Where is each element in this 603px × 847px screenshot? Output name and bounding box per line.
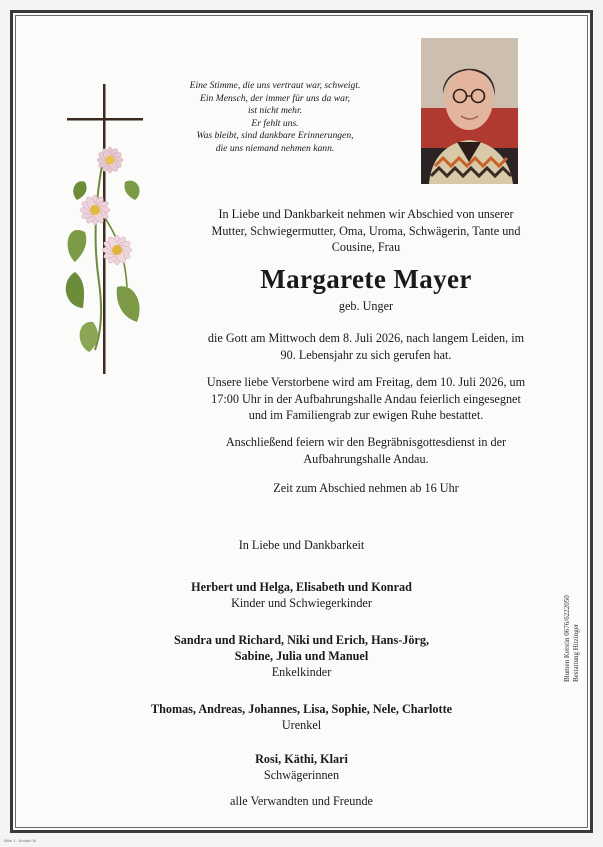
mourner-relation: Enkelkinder (271, 665, 332, 679)
mourner-names: Thomas, Andreas, Johannes, Lisa, Sophie, Nele, Charlotte (150, 702, 453, 716)
mourners-closing: alle Verwandten und Freunde (230, 794, 373, 808)
poem-line: Eine Stimme, die uns vertraut war, schweigt. (189, 80, 361, 91)
poem-line: Ein Mensch, der immer für uns da war, (199, 92, 351, 104)
poem-line: Was bleibt, sind dankbare Erinnerungen, (196, 130, 354, 141)
mourner-names: Rosi, Käthi, Klari (255, 752, 348, 766)
mourner-group-sisters-in-law (40, 751, 563, 783)
poem-line: die uns niemand nehmen kann. (215, 142, 335, 154)
mourner-group-grandchildren (40, 632, 563, 680)
mourner-relation: Kinder und Schwiegerkinder (231, 596, 372, 610)
death-paragraph (170, 330, 562, 363)
paragraph-line: 17:00 Uhr in der Aufbahrungshalle Andau feierlich eingesegnet (211, 391, 521, 406)
service-paragraph (170, 434, 562, 467)
paragraph-line: Anschließend feiern wir den Begräbnisgottesdienst in der (225, 435, 507, 449)
intro-line: Mutter, Schwiegermutter, Oma, Uroma, Schwägerin, Tante und (211, 223, 521, 238)
printer-note (563, 595, 580, 682)
paragraph-line: die Gott am Mittwoch dem 8. Juli 2026, nach langem Leiden, im (207, 331, 525, 345)
footer-code: Bitte 1 - Andau 06 (4, 838, 36, 843)
printer-note-line: Bestattung Hitzinger (571, 623, 580, 682)
deceased-name: Margarete Mayer (260, 264, 472, 294)
cross-with-flowers-icon (55, 82, 155, 377)
mourner-relation: Schwägerinnen (263, 768, 340, 782)
paragraph-line: Unsere liebe Verstorbene wird am Freitag, dem 10. Juli 2026, um (206, 375, 526, 389)
paragraph-line: und im Familiengrab zur ewigen Ruhe bestattet. (248, 408, 484, 422)
intro-line: Cousine, Frau (331, 240, 401, 254)
paragraph-line: Aufbahrungshalle Andau. (303, 451, 429, 466)
mourner-group-great-grandchildren (40, 701, 563, 733)
memorial-poem (160, 80, 390, 155)
birth-name: geb. Unger (338, 299, 394, 313)
funeral-paragraph (170, 374, 562, 424)
mourner-group-children (40, 579, 563, 611)
poem-line: ist nicht mehr. (247, 105, 303, 116)
printer-note-line: Blumen Kerstin 0676/6222050 (563, 595, 571, 682)
intro-line: In Liebe und Dankbarkeit nehmen wir Abschied von unserer (218, 207, 514, 221)
paragraph-line: 90. Lebensjahr zu sich gerufen hat. (280, 347, 452, 362)
farewell-time: Zeit zum Abschied nehmen ab 16 Uhr (273, 481, 459, 495)
portrait-photo (421, 38, 518, 184)
mourner-names: Sabine, Julia und Manuel (234, 649, 369, 663)
mourner-relation: Urenkel (281, 718, 322, 732)
mourners-heading: In Liebe und Dankbarkeit (238, 538, 365, 552)
announcement-intro (178, 206, 554, 256)
mourner-names: Herbert und Helga, Elisabeth und Konrad (191, 580, 412, 594)
mourner-names: Sandra und Richard, Niki und Erich, Hans-Jörg, (174, 633, 429, 647)
poem-line: Er fehlt uns. (251, 117, 299, 129)
